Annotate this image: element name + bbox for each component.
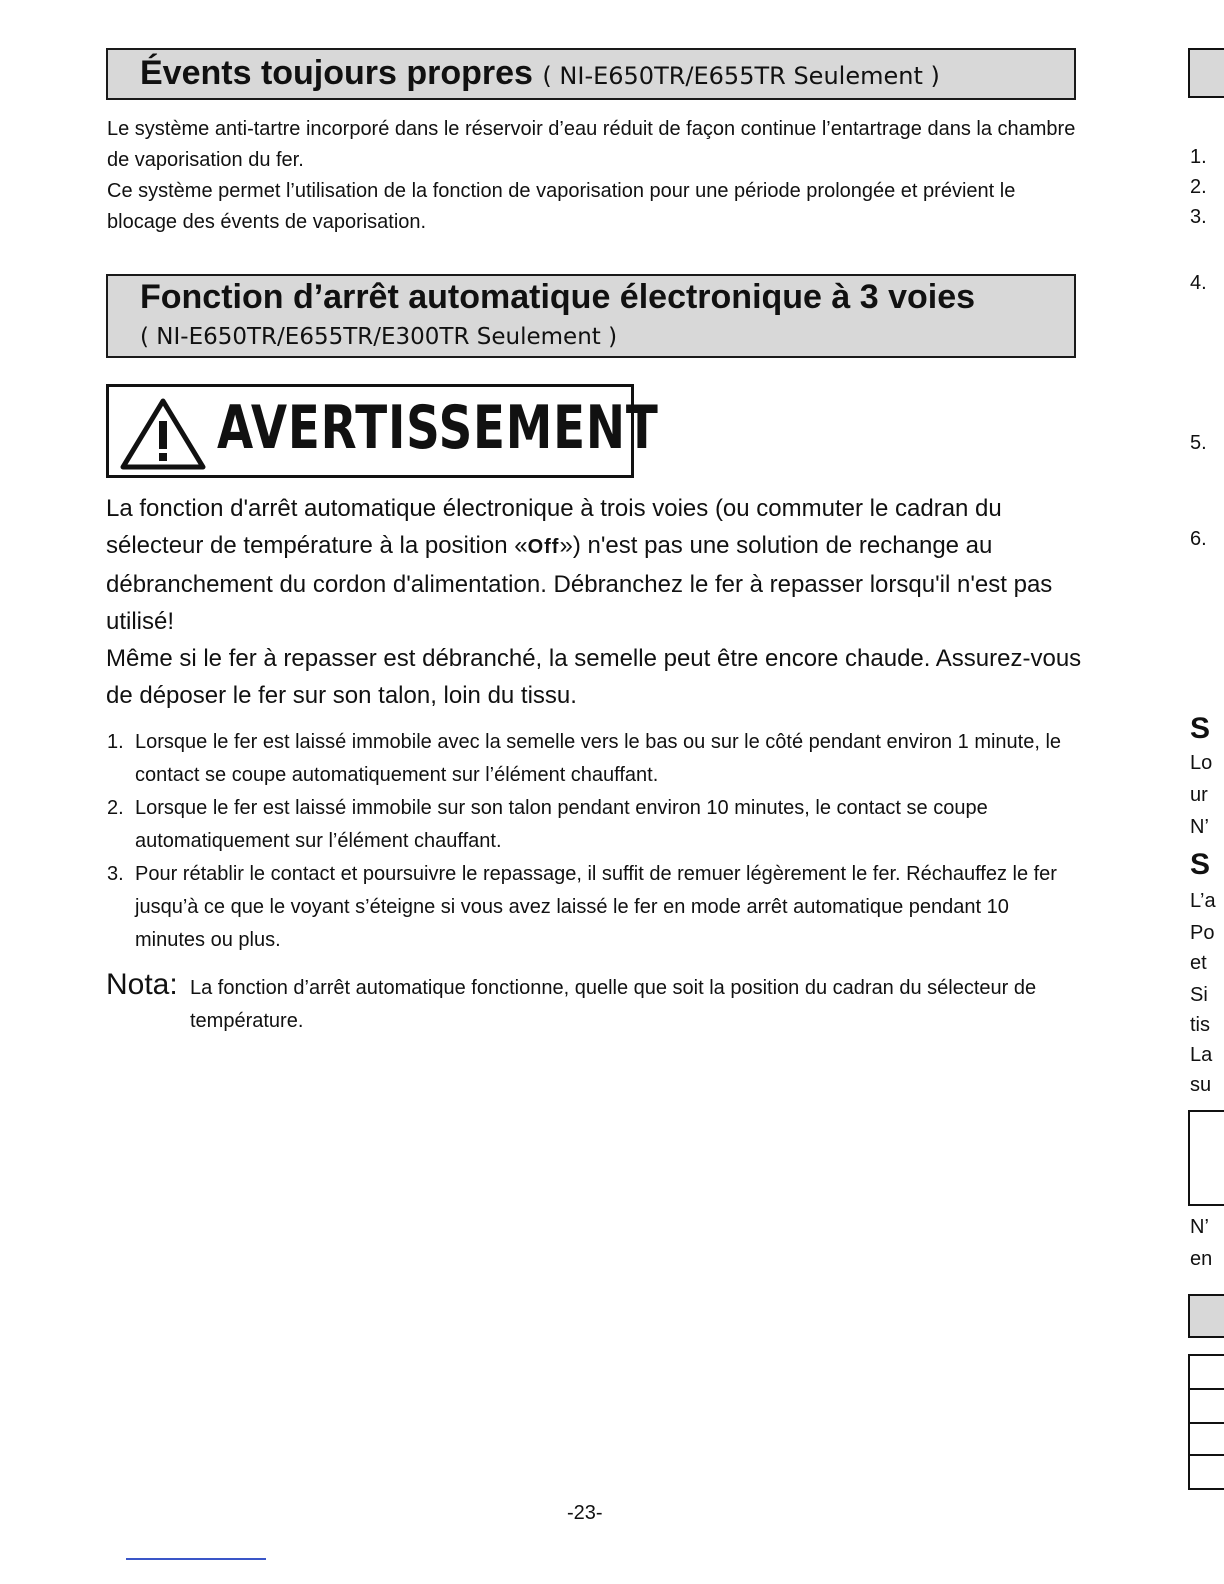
- edge-table: [1188, 1354, 1224, 1490]
- list-item: [107, 726, 1067, 792]
- page-number: -23-: [567, 1502, 603, 1524]
- edge-fragment: Lo: [1190, 752, 1213, 774]
- section-title-text: Évents toujours propres: [140, 54, 533, 92]
- divider: [126, 1558, 266, 1560]
- step-text: Lorsque le fer est laissé immobile avec la semelle vers le bas ou sur le côté pendant environ 1 minute, le contact se coupe automatiquement sur l’élément chauffant.: [135, 731, 1062, 786]
- paragraph: Le système anti-tartre incorporé dans le réservoir d’eau réduit de façon continue l’entartrage dans la chambre de vaporisation du fer.: [107, 118, 1076, 171]
- edge-fragment: S: [1190, 848, 1211, 881]
- edge-number: 4.: [1190, 272, 1207, 294]
- edge-fragment: en: [1190, 1248, 1213, 1270]
- edge-fragment: Si: [1190, 984, 1208, 1006]
- edge-number: 5.: [1190, 432, 1207, 454]
- edge-number: 6.: [1190, 528, 1207, 550]
- section-title: [140, 54, 940, 93]
- step-text: Lorsque le fer est laissé immobile sur son talon pendant environ 10 minutes, le contact se coupe automatiquement sur l’élément chauffant.: [135, 797, 988, 852]
- section-title: Fonction d’arrêt automatique électronique à 3 voies: [140, 278, 976, 316]
- edge-number: 1.: [1190, 146, 1207, 168]
- section-header-auto-shutoff: [106, 274, 1076, 358]
- warning-text-part: La fonction d'arrêt automatique électronique à trois voies (ou commuter le cadran du sélecteur de température à la position «: [106, 495, 1002, 559]
- edge-box: [1188, 48, 1224, 98]
- section1-body: [107, 114, 1082, 238]
- warning-label: AVERTISSEMENT: [217, 393, 659, 463]
- warning-triangle-icon: [119, 397, 207, 471]
- section-note: ( NI-E650TR/E655TR Seulement ): [542, 62, 940, 90]
- edge-fragment: N’: [1190, 1216, 1209, 1238]
- step-number: 1.: [107, 731, 124, 753]
- edge-fragment: su: [1190, 1074, 1212, 1096]
- edge-fragment: L’a: [1190, 890, 1216, 912]
- adjacent-page-edge: [1188, 0, 1224, 1584]
- list-item: [107, 792, 1067, 858]
- edge-number: 2.: [1190, 176, 1207, 198]
- off-word: Off: [527, 536, 560, 558]
- warning-text: [106, 490, 1091, 714]
- nota-label: Nota:: [106, 968, 178, 1001]
- edge-fragment: et: [1190, 952, 1207, 974]
- edge-fragment: S: [1190, 712, 1211, 745]
- edge-fragment: Po: [1190, 922, 1215, 944]
- edge-fragment: N’: [1190, 816, 1209, 838]
- section-note: ( NI-E650TR/E655TR/E300TR Seulement ): [140, 324, 618, 350]
- warning-text-part: ») n'est pas une solution de rechange au débranchement du cordon d'alimentation. Débranchez le fer à repasser lorsqu'il n'est pas utilisé!: [106, 532, 1053, 635]
- edge-box: [1188, 1294, 1224, 1338]
- edge-fragment: tis: [1190, 1014, 1210, 1036]
- paragraph: Ce système permet l’utilisation de la fonction de vaporisation pour une période prolongée et prévient le blocage des évents de vaporisation.: [107, 180, 1016, 233]
- step-number: 2.: [107, 797, 124, 819]
- edge-fragment: ur: [1190, 784, 1208, 806]
- nota-text: La fonction d’arrêt automatique fonctionne, quelle que soit la position du cadran du sélecteur de température.: [190, 977, 1037, 1032]
- edge-fragment: La: [1190, 1044, 1213, 1066]
- section-header-events: [106, 48, 1076, 100]
- list-item: [107, 858, 1067, 957]
- step-text: Pour rétablir le contact et poursuivre le repassage, il suffit de remuer légèrement le fer. Réchauffez le fer jusqu’à ce que le voyant s’éteigne si vous avez laissé le fer en mode arrêt automatique pendant 10 minutes ou plus.: [135, 863, 1057, 951]
- edge-warning-box: [1188, 1110, 1224, 1206]
- step-number: 3.: [107, 863, 124, 885]
- edge-number: 3.: [1190, 206, 1207, 228]
- warning-box: [106, 384, 659, 478]
- steps-list: [107, 726, 1067, 957]
- warning-paragraph: Même si le fer à repasser est débranché, la semelle peut être encore chaude. Assurez-vous de déposer le fer sur son talon, loin du tissu.: [106, 645, 1082, 709]
- nota: [106, 968, 1066, 1038]
- warning-paragraph: [106, 490, 1091, 640]
